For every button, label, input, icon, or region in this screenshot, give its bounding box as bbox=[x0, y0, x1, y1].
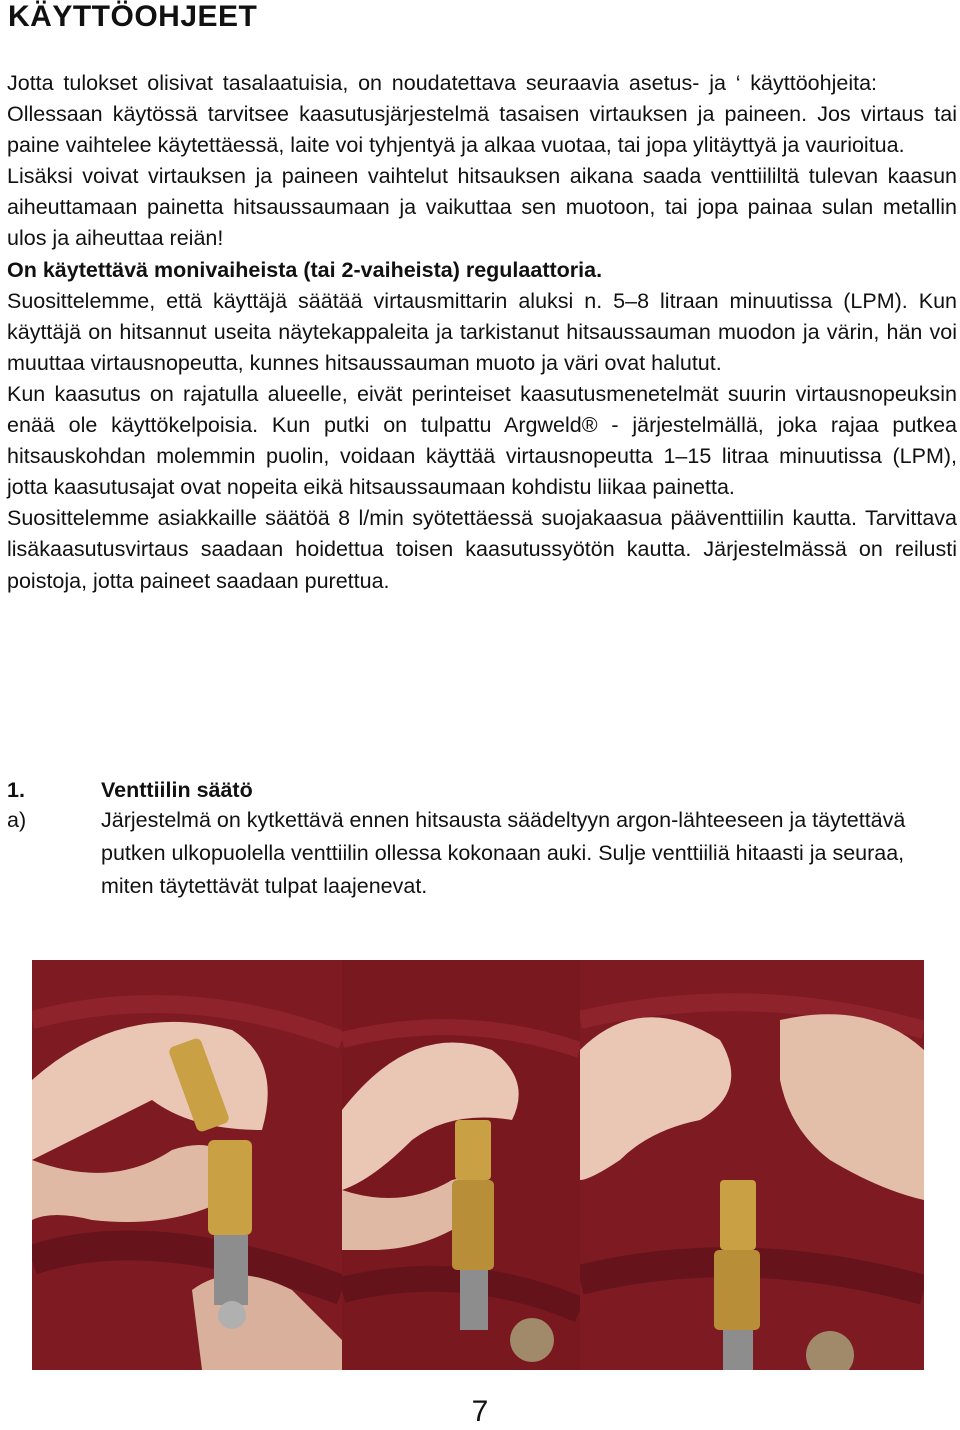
paragraph-pressure-variation: Lisäksi voivat virtauksen ja paineen vaihtelut hitsauksen aikana saada venttiililtä tulevan kaasun aiheuttamaan painetta hitsaussaumaan ja vaikuttaa sen muotoon, tai jopa painaa sulan metallin ulos ja aiheuttaa reiän! bbox=[7, 164, 957, 251]
page-title: KÄYTTÖOHJEET bbox=[8, 0, 258, 33]
instructions-body bbox=[7, 68, 957, 597]
paragraph-recommendation: Suosittelemme asiakkaille säätöä 8 l/min syötettäessä suojakaasua pääventtiilin kautta. Tarvittava lisäkaasutusvirtaus saadaan hoidettua toisen kaasutussyötön kautta. Järjestelmässä on reilusti poistoja, jotta paineet saadaan purettua. bbox=[7, 506, 957, 593]
photo-valve-adjust-2 bbox=[342, 960, 580, 1370]
list-item-text: Järjestelmä on kytkettävä ennen hitsausta säädeltyyn argon-lähteeseen ja täytettävä putken ulkopuolella venttiilin ollessa kokonaan auki. Sulje venttiiliä hitaasti ja seuraa, miten täytettävät tulpat laajenevat. bbox=[101, 808, 906, 898]
intro-paragraph: Jotta tulokset olisivat tasalaatuisia, on noudatettava seuraavia asetus- ja ‘ käyttöohjeita: bbox=[7, 71, 877, 95]
photo-valve-adjust-3 bbox=[580, 960, 924, 1370]
section-number: 1. bbox=[7, 778, 25, 802]
photo-valve-adjust-3-image bbox=[580, 960, 924, 1370]
list-marker: a) bbox=[7, 808, 27, 832]
page-number: 7 bbox=[471, 1395, 489, 1428]
paragraph-flow-setting: Suosittelemme, että käyttäjä säätää virtausmittarin aluksi n. 5–8 litraan minuutissa (LPM). Kun käyttäjä on hitsannut useita näytekappaleita ja tarkistanut hitsaussauman muodon ja värin, hän voi muuttaa virtausnopeutta, kunnes hitsaussauman muoto ja väri ovat halutut. bbox=[7, 288, 957, 375]
photo-valve-adjust-1-image bbox=[32, 960, 342, 1370]
section-title: Venttiilin säätö bbox=[101, 778, 253, 802]
paragraph-flow-pressure: Ollessaan käytössä tarvitsee kaasutusjärjestelmä tasaisen virtauksen ja paineen. Jos virtaus tai paine vaihtelee käytettäessä, laite voi tyhjentyä ja alkaa vuotaa, tai jopa ylitäyttyä ja vaurioitua. bbox=[7, 102, 957, 158]
paragraph-argweld: Kun kaasutus on rajatulla alueelle, eivät perinteiset kaasutusmenetelmät suurin virtausnopeuksin enää ole käyttökelpoisia. Kun putki on tulpattu Argweld® - järjestelmällä, joka rajaa putkea hitsauskohdan molemmin puolin, voidaan käyttää virtausnopeutta 1–15 litraa minuutissa (LPM), jotta kaasutusajat ovat nopeita eikä hitsaussaumaan kohdistu liikaa painetta. bbox=[7, 381, 957, 500]
photo-valve-adjust-2-image bbox=[342, 960, 580, 1370]
photo-valve-adjust-1 bbox=[32, 960, 342, 1370]
paragraph-regulator-note: On käytettävä monivaiheista (tai 2-vaiheista) regulaattoria. bbox=[7, 257, 603, 282]
list-item bbox=[7, 804, 947, 903]
section-heading bbox=[7, 774, 947, 807]
